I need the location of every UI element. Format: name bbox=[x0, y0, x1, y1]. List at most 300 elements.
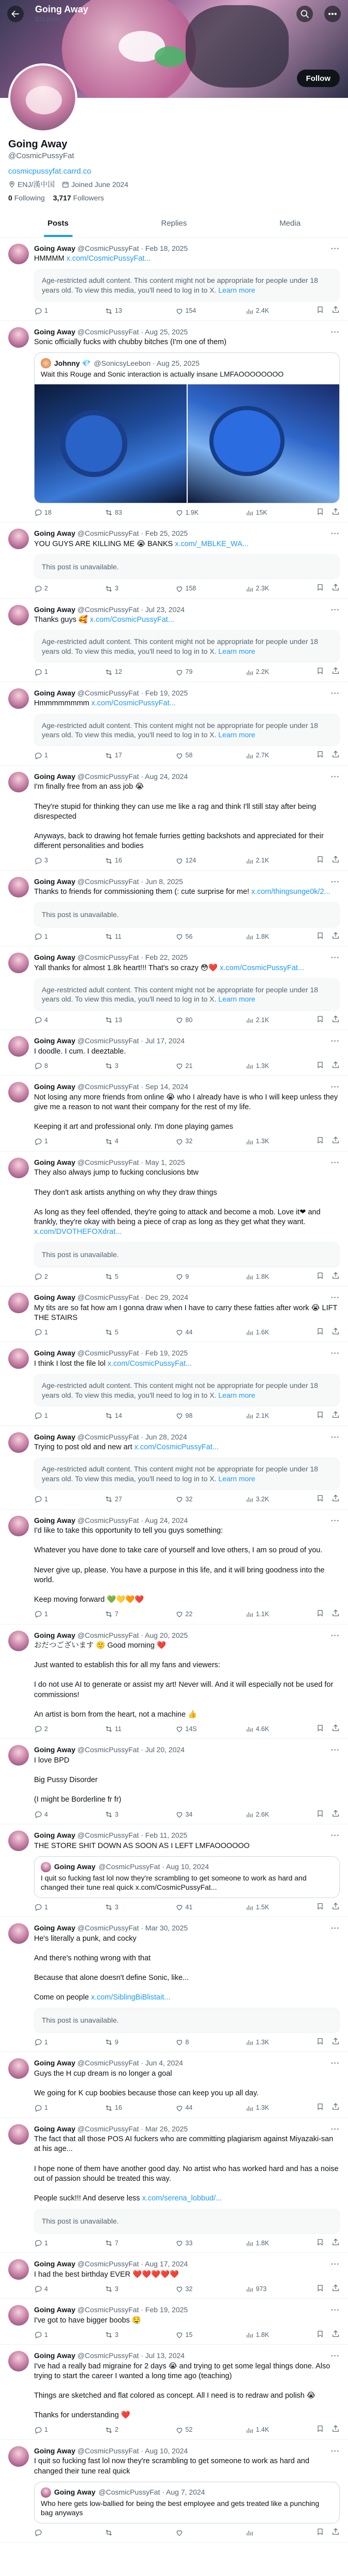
views-button[interactable] bbox=[245, 1609, 271, 1620]
repost-button[interactable] bbox=[105, 2284, 130, 2295]
views-button[interactable] bbox=[245, 667, 271, 677]
tweet-author-name[interactable]: Going Away bbox=[34, 2059, 76, 2067]
repost-button[interactable] bbox=[105, 2238, 130, 2249]
learn-more-link[interactable]: Learn more bbox=[218, 1391, 256, 1399]
tweet-author-handle[interactable]: @CosmicPussyFat · Mar 26, 2025 bbox=[77, 2124, 188, 2133]
bookmark-button[interactable] bbox=[316, 667, 324, 677]
repost-button[interactable] bbox=[105, 931, 130, 942]
tweet-author-name[interactable]: Going Away bbox=[34, 605, 76, 614]
tweet-avatar[interactable] bbox=[8, 2058, 29, 2079]
tweet[interactable] bbox=[0, 1286, 348, 1342]
tweet[interactable] bbox=[0, 1510, 348, 1624]
tweet-author-handle[interactable]: @CosmicPussyFat · Feb 18, 2025 bbox=[77, 244, 188, 252]
bookmark-button[interactable] bbox=[316, 931, 324, 942]
reply-button[interactable] bbox=[34, 2425, 60, 2435]
reply-button[interactable] bbox=[34, 2037, 60, 2048]
like-button[interactable] bbox=[175, 2330, 201, 2341]
tab-posts[interactable]: Posts bbox=[0, 210, 116, 237]
share-button[interactable] bbox=[332, 1136, 340, 1147]
views-button[interactable] bbox=[245, 1327, 271, 1338]
repost-button[interactable] bbox=[105, 507, 130, 518]
tweet-author-name[interactable]: Going Away bbox=[34, 1082, 76, 1091]
like-button[interactable] bbox=[175, 1136, 201, 1147]
tweet-author-name[interactable]: Going Away bbox=[34, 1349, 76, 1358]
tweet-author-name[interactable]: Going Away bbox=[34, 327, 76, 336]
tweet-author-handle[interactable]: @CosmicPussyFat · Jun 28, 2024 bbox=[77, 1432, 187, 1441]
share-button[interactable] bbox=[332, 507, 340, 518]
tweet-link[interactable]: x.com/CosmicPussyFat... bbox=[66, 255, 151, 263]
tweet[interactable] bbox=[0, 321, 348, 523]
reply-button[interactable] bbox=[34, 1494, 60, 1505]
like-button[interactable] bbox=[175, 2037, 201, 2048]
tweet-author-handle[interactable]: @CosmicPussyFat · May 1, 2025 bbox=[77, 1158, 185, 1166]
tweet[interactable] bbox=[0, 599, 348, 682]
like-button[interactable] bbox=[175, 1015, 201, 1026]
tweet-link[interactable]: x.com/CosmicPussyFat... bbox=[90, 616, 174, 624]
quoted-tweet[interactable] bbox=[34, 2482, 340, 2523]
quoted-tweet[interactable] bbox=[34, 352, 340, 503]
views-button[interactable] bbox=[245, 2284, 271, 2295]
repost-button[interactable] bbox=[105, 1609, 130, 1620]
tweet[interactable] bbox=[0, 1151, 348, 1286]
repost-button[interactable] bbox=[105, 1494, 130, 1505]
tweet-more-icon[interactable]: ··· bbox=[331, 1745, 340, 1754]
repost-button[interactable] bbox=[105, 1411, 130, 1421]
reply-button[interactable] bbox=[34, 2238, 60, 2249]
tweet-link[interactable]: x.com/CosmicPussyFat... bbox=[91, 699, 176, 708]
reply-button[interactable] bbox=[34, 306, 60, 316]
reply-button[interactable] bbox=[34, 667, 60, 677]
views-button[interactable] bbox=[245, 1809, 271, 1820]
tweet-author-handle[interactable]: @CosmicPussyFat · Feb 19, 2025 bbox=[77, 2306, 188, 2314]
share-button[interactable] bbox=[332, 1272, 340, 1282]
tweet-avatar[interactable] bbox=[8, 1831, 29, 1851]
repost-button[interactable] bbox=[105, 583, 130, 594]
tweet-avatar[interactable] bbox=[8, 1923, 29, 1944]
tweet-avatar[interactable] bbox=[8, 244, 29, 264]
like-button[interactable] bbox=[175, 306, 201, 316]
tweet-more-icon[interactable]: ··· bbox=[331, 2260, 340, 2268]
reply-button[interactable] bbox=[34, 1902, 60, 1913]
reply-button[interactable] bbox=[34, 2330, 60, 2341]
tweet[interactable] bbox=[0, 238, 348, 321]
tweet-link[interactable]: x.com/serena_lobbud/... bbox=[142, 2194, 222, 2202]
tweet-author-handle[interactable]: @CosmicPussyFat · Jun 4, 2024 bbox=[77, 2059, 183, 2067]
like-button[interactable] bbox=[175, 2238, 201, 2249]
repost-button[interactable] bbox=[105, 1272, 130, 1282]
tweet-avatar[interactable] bbox=[8, 2446, 29, 2467]
bookmark-button[interactable] bbox=[316, 2238, 324, 2249]
tweet-more-icon[interactable]: ··· bbox=[331, 2306, 340, 2314]
like-button[interactable] bbox=[175, 1809, 201, 1820]
tweet-avatar[interactable] bbox=[8, 1631, 29, 1651]
bookmark-button[interactable] bbox=[316, 2037, 324, 2048]
bookmark-button[interactable] bbox=[316, 1609, 324, 1620]
tweet-avatar[interactable] bbox=[8, 1432, 29, 1453]
share-button[interactable] bbox=[332, 306, 340, 316]
bookmark-button[interactable] bbox=[316, 2425, 324, 2435]
tweet-more-icon[interactable]: ··· bbox=[331, 953, 340, 962]
tweet-avatar[interactable] bbox=[8, 1158, 29, 1178]
bookmark-button[interactable] bbox=[316, 583, 324, 594]
bookmark-button[interactable] bbox=[316, 1272, 324, 1282]
tweet[interactable] bbox=[0, 522, 348, 599]
share-button[interactable] bbox=[332, 1061, 340, 1072]
bookmark-button[interactable] bbox=[316, 1327, 324, 1338]
tweet-avatar[interactable] bbox=[8, 327, 29, 348]
tweet-more-icon[interactable]: ··· bbox=[331, 244, 340, 252]
like-button[interactable] bbox=[175, 583, 201, 594]
quoted-media[interactable] bbox=[35, 384, 339, 503]
share-button[interactable] bbox=[332, 667, 340, 677]
tweet-author-name[interactable]: Going Away bbox=[34, 2351, 76, 2360]
tweet-author-name[interactable]: Going Away bbox=[34, 244, 76, 252]
like-button[interactable] bbox=[175, 2284, 201, 2295]
tweet-link[interactable]: x.com/DVOTHEFOXdrat... bbox=[34, 1228, 122, 1236]
tweet-author-name[interactable]: Going Away bbox=[34, 1924, 76, 1933]
reply-button[interactable] bbox=[34, 2103, 60, 2113]
tweet-more-icon[interactable]: ··· bbox=[331, 1924, 340, 1933]
views-button[interactable] bbox=[245, 931, 271, 942]
tweet-avatar[interactable] bbox=[8, 529, 29, 549]
share-button[interactable] bbox=[332, 1724, 340, 1735]
repost-button[interactable] bbox=[105, 2037, 130, 2048]
share-button[interactable] bbox=[332, 1902, 340, 1913]
tweet-avatar[interactable] bbox=[8, 688, 29, 709]
tweet-link[interactable]: x.com/SiblingBiBlistait... bbox=[91, 1993, 171, 2002]
share-button[interactable] bbox=[332, 2528, 340, 2538]
tweet-author-name[interactable]: Going Away bbox=[34, 1831, 76, 1840]
tweet[interactable] bbox=[0, 1030, 348, 1076]
tweet-author-handle[interactable]: @CosmicPussyFat · Aug 24, 2024 bbox=[77, 1516, 188, 1524]
repost-button[interactable] bbox=[105, 667, 130, 677]
tweet[interactable] bbox=[0, 1739, 348, 1824]
tweet-author-handle[interactable]: @CosmicPussyFat · Feb 19, 2025 bbox=[77, 1349, 188, 1358]
bookmark-button[interactable] bbox=[316, 2330, 324, 2341]
repost-button[interactable] bbox=[105, 2330, 130, 2341]
tweet[interactable] bbox=[0, 1076, 348, 1151]
like-button[interactable] bbox=[175, 1411, 201, 1421]
like-button[interactable] bbox=[175, 1902, 201, 1913]
views-button[interactable] bbox=[245, 2103, 271, 2113]
tweet-link[interactable]: x.com/CosmicPussyFat... bbox=[220, 963, 304, 972]
tweet-author-handle[interactable]: @CosmicPussyFat · Aug 17, 2024 bbox=[77, 2260, 188, 2268]
reply-button[interactable] bbox=[34, 1724, 60, 1735]
tweet-more-icon[interactable]: ··· bbox=[331, 1631, 340, 1639]
tweet[interactable] bbox=[0, 1917, 348, 2052]
reply-button[interactable] bbox=[34, 583, 60, 594]
bookmark-button[interactable] bbox=[316, 1494, 324, 1505]
tweet-author-handle[interactable]: @CosmicPussyFat · Jun 8, 2025 bbox=[77, 877, 183, 886]
tweet-avatar[interactable] bbox=[8, 1745, 29, 1766]
quoted-image[interactable] bbox=[35, 384, 187, 503]
like-button[interactable] bbox=[175, 1061, 201, 1072]
learn-more-link[interactable]: Learn more bbox=[218, 647, 256, 655]
tweet-author-handle[interactable]: @CosmicPussyFat · Jul 20, 2024 bbox=[77, 1745, 185, 1754]
share-button[interactable] bbox=[332, 2425, 340, 2435]
tweet-link[interactable]: x.com/CosmicPussyFat... bbox=[107, 1359, 192, 1368]
tweet-author-name[interactable]: Going Away bbox=[34, 1516, 76, 1524]
repost-button[interactable] bbox=[105, 1902, 130, 1913]
views-button[interactable] bbox=[245, 1724, 271, 1735]
learn-more-link[interactable]: Learn more bbox=[218, 285, 256, 294]
tweet-more-icon[interactable]: ··· bbox=[331, 1432, 340, 1441]
profile-avatar[interactable] bbox=[8, 63, 77, 132]
tweet[interactable] bbox=[0, 2052, 348, 2117]
tweet-author-handle[interactable]: @CosmicPussyFat · Dec 29, 2024 bbox=[77, 1293, 189, 1302]
tweet-author-name[interactable]: Going Away bbox=[34, 1745, 76, 1754]
more-menu-icon[interactable] bbox=[324, 6, 341, 22]
bookmark-button[interactable] bbox=[316, 2528, 324, 2538]
reply-button[interactable] bbox=[34, 507, 60, 518]
views-button[interactable] bbox=[245, 2330, 271, 2341]
share-button[interactable] bbox=[332, 2238, 340, 2249]
tweet-avatar[interactable] bbox=[8, 2259, 29, 2280]
tweet-more-icon[interactable]: ··· bbox=[331, 1349, 340, 1358]
tweet-author-handle[interactable]: @CosmicPussyFat · Aug 24, 2024 bbox=[77, 772, 188, 781]
tweet-link[interactable]: x.com/CosmicPussyFat... bbox=[134, 1443, 219, 1451]
share-button[interactable] bbox=[332, 1609, 340, 1620]
tweet[interactable] bbox=[0, 1824, 348, 1917]
tweet-author-name[interactable]: Going Away bbox=[34, 877, 76, 886]
reply-button[interactable] bbox=[34, 1327, 60, 1338]
share-button[interactable] bbox=[332, 2037, 340, 2048]
tweet-link[interactable]: x.com/thingsunge0k/2... bbox=[251, 888, 330, 896]
like-button[interactable] bbox=[175, 931, 201, 942]
tweet-avatar[interactable] bbox=[8, 1082, 29, 1103]
like-button[interactable] bbox=[175, 1494, 201, 1505]
tweet-more-icon[interactable]: ··· bbox=[331, 1158, 340, 1166]
tweet-author-handle[interactable]: @CosmicPussyFat · Aug 25, 2025 bbox=[77, 327, 188, 336]
views-button[interactable] bbox=[245, 1015, 271, 1026]
reply-button[interactable] bbox=[34, 2528, 60, 2538]
tweet-more-icon[interactable]: ··· bbox=[331, 327, 340, 336]
bookmark-button[interactable] bbox=[316, 1411, 324, 1421]
tweet-more-icon[interactable]: ··· bbox=[331, 2446, 340, 2455]
quoted-tweet[interactable] bbox=[34, 1856, 340, 1898]
like-button[interactable] bbox=[175, 855, 201, 866]
reply-button[interactable] bbox=[34, 1061, 60, 1072]
tweet-author-handle[interactable]: @CosmicPussyFat · Sep 14, 2024 bbox=[77, 1082, 189, 1091]
like-button[interactable] bbox=[175, 1327, 201, 1338]
tweet-more-icon[interactable]: ··· bbox=[331, 2059, 340, 2067]
reply-button[interactable] bbox=[34, 1609, 60, 1620]
tweet-avatar[interactable] bbox=[8, 2351, 29, 2371]
profile-website-link[interactable]: cosmicpussyfat.carrd.co bbox=[8, 167, 91, 176]
reply-button[interactable] bbox=[34, 1411, 60, 1421]
tweet-more-icon[interactable]: ··· bbox=[331, 2351, 340, 2360]
tweet-author-name[interactable]: Going Away bbox=[34, 1293, 76, 1302]
repost-button[interactable] bbox=[105, 2103, 130, 2113]
tweet-more-icon[interactable]: ··· bbox=[331, 605, 340, 614]
share-button[interactable] bbox=[332, 583, 340, 594]
like-button[interactable] bbox=[175, 1609, 201, 1620]
repost-button[interactable] bbox=[105, 1061, 130, 1072]
bookmark-button[interactable] bbox=[316, 1724, 324, 1735]
views-button[interactable] bbox=[245, 1902, 271, 1913]
reply-button[interactable] bbox=[34, 750, 60, 761]
tweet-avatar[interactable] bbox=[8, 605, 29, 625]
repost-button[interactable] bbox=[105, 1136, 130, 1147]
tweet-author-name[interactable]: Going Away bbox=[34, 2306, 76, 2314]
tweet-avatar[interactable] bbox=[8, 1516, 29, 1536]
views-button[interactable] bbox=[245, 1272, 271, 1282]
reply-button[interactable] bbox=[34, 1015, 60, 1026]
tweet-more-icon[interactable]: ··· bbox=[331, 1082, 340, 1091]
views-button[interactable] bbox=[245, 750, 271, 761]
bookmark-button[interactable] bbox=[316, 2103, 324, 2113]
share-button[interactable] bbox=[332, 2330, 340, 2341]
tweet-avatar[interactable] bbox=[8, 877, 29, 897]
bookmark-button[interactable] bbox=[316, 1061, 324, 1072]
tweet-author-name[interactable]: Going Away bbox=[34, 2446, 76, 2455]
tweet-more-icon[interactable]: ··· bbox=[331, 772, 340, 781]
reply-button[interactable] bbox=[34, 2284, 60, 2295]
tweet[interactable] bbox=[0, 2253, 348, 2299]
tweet-more-icon[interactable]: ··· bbox=[331, 2124, 340, 2133]
bookmark-button[interactable] bbox=[316, 306, 324, 316]
tweet-author-name[interactable]: Going Away bbox=[34, 1631, 76, 1639]
tweet-author-name[interactable]: Going Away bbox=[34, 2124, 76, 2133]
reply-button[interactable] bbox=[34, 1809, 60, 1820]
bookmark-button[interactable] bbox=[316, 1136, 324, 1147]
like-button[interactable] bbox=[175, 1724, 201, 1735]
tweet[interactable] bbox=[0, 2345, 348, 2440]
bookmark-button[interactable] bbox=[316, 1015, 324, 1026]
tweet[interactable] bbox=[0, 2440, 348, 2543]
tweet-author-handle[interactable]: @CosmicPussyFat · Feb 22, 2025 bbox=[77, 953, 188, 962]
tweet[interactable] bbox=[0, 1624, 348, 1739]
views-button[interactable] bbox=[245, 1494, 271, 1505]
reply-button[interactable] bbox=[34, 1136, 60, 1147]
tweet-author-name[interactable]: Going Away bbox=[34, 1432, 76, 1441]
bookmark-button[interactable] bbox=[316, 750, 324, 761]
learn-more-link[interactable]: Learn more bbox=[218, 1474, 256, 1483]
reply-button[interactable] bbox=[34, 1272, 60, 1282]
tab-media[interactable]: Media bbox=[279, 218, 301, 228]
tweet-author-name[interactable]: Going Away bbox=[34, 1158, 76, 1166]
tweet[interactable] bbox=[0, 682, 348, 766]
tweet-avatar[interactable] bbox=[8, 1293, 29, 1313]
tweet-avatar[interactable] bbox=[8, 772, 29, 792]
bookmark-button[interactable] bbox=[316, 1809, 324, 1820]
repost-button[interactable] bbox=[105, 1724, 130, 1735]
tweet[interactable] bbox=[0, 766, 348, 871]
like-button[interactable] bbox=[175, 2103, 201, 2113]
back-arrow-icon[interactable] bbox=[7, 6, 24, 22]
follow-button[interactable]: Follow bbox=[297, 70, 340, 87]
tweet[interactable] bbox=[0, 2118, 348, 2253]
tweet-avatar[interactable] bbox=[8, 2305, 29, 2326]
tweet-avatar[interactable] bbox=[8, 2124, 29, 2145]
tweet-more-icon[interactable]: ··· bbox=[331, 1293, 340, 1302]
following-link[interactable] bbox=[8, 193, 45, 202]
bookmark-button[interactable] bbox=[316, 2284, 324, 2295]
tweet-author-handle[interactable]: @CosmicPussyFat · Jul 23, 2024 bbox=[77, 605, 185, 614]
bookmark-button[interactable] bbox=[316, 855, 324, 866]
tweet-more-icon[interactable]: ··· bbox=[331, 688, 340, 697]
like-button[interactable] bbox=[175, 2425, 201, 2435]
tweet-more-icon[interactable]: ··· bbox=[331, 1037, 340, 1045]
tweet-author-name[interactable]: Going Away bbox=[34, 772, 76, 781]
views-button[interactable] bbox=[245, 2037, 271, 2048]
tweet-more-icon[interactable]: ··· bbox=[331, 1831, 340, 1840]
like-button[interactable] bbox=[175, 507, 201, 518]
learn-more-link[interactable]: Learn more bbox=[218, 995, 256, 1004]
tweet-author-name[interactable]: Going Away bbox=[34, 529, 76, 538]
tweet-author-handle[interactable]: @CosmicPussyFat · Jul 13, 2024 bbox=[77, 2351, 185, 2360]
tweet-author-handle[interactable]: @CosmicPussyFat · Feb 19, 2025 bbox=[77, 688, 188, 697]
share-button[interactable] bbox=[332, 750, 340, 761]
repost-button[interactable] bbox=[105, 750, 130, 761]
views-button[interactable] bbox=[245, 1061, 271, 1072]
tweet-author-handle[interactable]: @CosmicPussyFat · Jul 17, 2024 bbox=[77, 1037, 185, 1045]
tweet[interactable] bbox=[0, 1426, 348, 1510]
repost-button[interactable] bbox=[105, 2425, 130, 2435]
share-button[interactable] bbox=[332, 931, 340, 942]
repost-button[interactable] bbox=[105, 1809, 130, 1820]
views-button[interactable] bbox=[245, 855, 271, 866]
like-button[interactable] bbox=[175, 2528, 201, 2538]
views-button[interactable] bbox=[245, 1136, 271, 1147]
tweet-link[interactable]: x.com/_MBLKE_WA... bbox=[175, 539, 249, 548]
tweet[interactable] bbox=[0, 2299, 348, 2345]
views-button[interactable] bbox=[245, 2425, 271, 2435]
search-icon[interactable] bbox=[296, 6, 313, 22]
tweet-avatar[interactable] bbox=[8, 1348, 29, 1369]
share-button[interactable] bbox=[332, 855, 340, 866]
tweet-author-handle[interactable]: @CosmicPussyFat · Feb 25, 2025 bbox=[77, 529, 188, 538]
reply-button[interactable] bbox=[34, 931, 60, 942]
tweet[interactable] bbox=[0, 1342, 348, 1426]
views-button[interactable] bbox=[245, 2238, 271, 2249]
repost-button[interactable] bbox=[105, 2528, 130, 2538]
repost-button[interactable] bbox=[105, 1327, 130, 1338]
reply-button[interactable] bbox=[34, 855, 60, 866]
followers-link[interactable] bbox=[53, 193, 104, 202]
tweet-author-handle[interactable]: @CosmicPussyFat · Feb 11, 2025 bbox=[77, 1831, 188, 1840]
share-button[interactable] bbox=[332, 1494, 340, 1505]
share-button[interactable] bbox=[332, 1015, 340, 1026]
views-button[interactable] bbox=[245, 583, 271, 594]
views-button[interactable] bbox=[245, 2528, 271, 2538]
tweet-author-handle[interactable]: @CosmicPussyFat · Aug 20, 2025 bbox=[77, 1631, 188, 1639]
share-button[interactable] bbox=[332, 1327, 340, 1338]
tweet-author-handle[interactable]: @CosmicPussyFat · Aug 10, 2024 bbox=[77, 2446, 188, 2455]
views-button[interactable] bbox=[245, 507, 271, 518]
share-button[interactable] bbox=[332, 1809, 340, 1820]
share-button[interactable] bbox=[332, 2103, 340, 2113]
repost-button[interactable] bbox=[105, 1015, 130, 1026]
like-button[interactable] bbox=[175, 1272, 201, 1282]
tweet[interactable] bbox=[0, 871, 348, 947]
tweet-more-icon[interactable]: ··· bbox=[331, 529, 340, 538]
share-button[interactable] bbox=[332, 1411, 340, 1421]
tweet[interactable] bbox=[0, 946, 348, 1030]
tweet-author-name[interactable]: Going Away bbox=[34, 688, 76, 697]
share-button[interactable] bbox=[332, 2284, 340, 2295]
like-button[interactable] bbox=[175, 750, 201, 761]
bookmark-button[interactable] bbox=[316, 507, 324, 518]
tweet-author-handle[interactable]: @CosmicPussyFat · Mar 30, 2025 bbox=[77, 1924, 188, 1933]
tweet-author-name[interactable]: Going Away bbox=[34, 2260, 76, 2268]
tweet-avatar[interactable] bbox=[8, 953, 29, 973]
tweet-author-name[interactable]: Going Away bbox=[34, 953, 76, 962]
quoted-image[interactable] bbox=[188, 384, 340, 503]
repost-button[interactable] bbox=[105, 855, 130, 866]
tweet-author-name[interactable]: Going Away bbox=[34, 1037, 76, 1045]
tweet-more-icon[interactable]: ··· bbox=[331, 1516, 340, 1524]
